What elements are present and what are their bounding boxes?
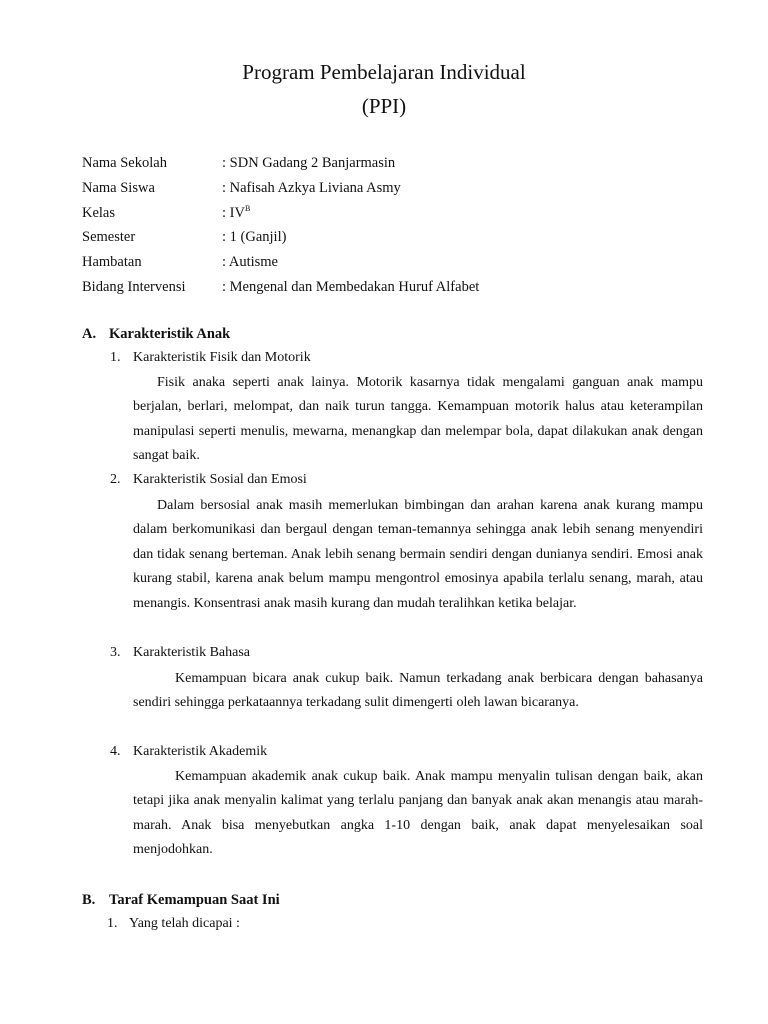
info-row-intervention: [82, 275, 682, 300]
info-value: : 1 (Ganjil): [222, 229, 287, 246]
info-label: Bidang Intervensi: [82, 278, 186, 295]
section-letter: B.: [82, 892, 96, 908]
item-number: 1.: [107, 916, 118, 931]
info-row-student: [82, 176, 682, 201]
item-number: 1.: [110, 350, 121, 365]
info-value: : Mengenal dan Membedakan Huruf Alfabet: [222, 278, 480, 295]
info-row-school: [82, 151, 682, 176]
info-row-semester: [82, 225, 682, 250]
item-title: Karakteristik Akademik: [133, 744, 268, 759]
info-value: : Nafisah Azkya Liviana Asmy: [222, 179, 401, 196]
item-heading-achieved: [107, 916, 240, 932]
info-value: : Autisme: [222, 254, 278, 271]
info-value: : IV: [222, 204, 245, 221]
info-label: Kelas: [82, 204, 116, 221]
info-label: Nama Siswa: [82, 179, 155, 196]
item-number: 3.: [110, 645, 121, 660]
item-heading-language: [110, 645, 250, 661]
paragraph-social: Dalam bersosial anak masih memerlukan bimbingan dan arahan karena anak kurang mampu dalam berkomunikasi dan bergaul dengan teman-temannya sehingga anak lebih senang menyendiri dan tidak senang berteman. Anak lebih senang bermain sendiri dengan dunianya sendiri. Emosi anak kurang stabil, karena anak belum mampu mengontrol emosinya apabila terlalu senang, marah, atau menangis. Konsentrasi anak masih kurang dan mudah teralihkan ketika belajar.: [133, 498, 703, 611]
info-row-class: [82, 201, 682, 226]
item-title: Karakteristik Sosial dan Emosi: [133, 472, 307, 487]
section-b-heading: [82, 892, 280, 909]
info-label: Nama Sekolah: [82, 155, 167, 171]
section-title: Karakteristik Anak: [109, 326, 231, 342]
item-number: 2.: [110, 472, 121, 487]
paragraph-academic: Kemampuan akademik anak cukup baik. Anak mampu menyalin tulisan dengan baik, akan tetapi jika anak menyalin kalimat yang terlalu panjang dan banyak anak akan menangis atau marah-marah. Anak bisa menyebutkan angka 1-10 dengan baik, anak dapat menyelesaikan soal menjodohkan.: [133, 769, 703, 858]
document-subtitle: (PPI): [361, 94, 407, 118]
student-info-table: [82, 151, 682, 300]
document-title: Program Pembelajaran Individual: [242, 60, 526, 84]
info-label: Hambatan: [82, 254, 142, 271]
class-superscript: B: [244, 203, 251, 213]
section-letter: A.: [82, 326, 97, 342]
item-heading-social: [110, 472, 307, 488]
item-heading-physical: [110, 350, 311, 366]
info-row-obstacle: [82, 250, 682, 275]
section-title: Taraf Kemampuan Saat Ini: [109, 892, 280, 908]
section-a-heading: [82, 326, 230, 343]
item-title: Yang telah dicapai :: [129, 916, 240, 931]
info-value: : SDN Gadang 2 Banjarmasin: [222, 155, 396, 171]
paragraph-physical: Fisik anaka seperti anak lainya. Motorik kasarnya tidak mengalami ganguan anak mampu berjalan, berlari, melompat, dan naik turun tangga. Kemampuan motorik halus atau keterampilan manipulasi seperti menulis, mewarna, menangkap dan melempar bola, dapat dilakukan anak dengan sangat baik.: [133, 375, 703, 464]
info-label: Semester: [82, 229, 136, 246]
item-number: 4.: [110, 744, 121, 759]
item-heading-academic: [110, 744, 267, 760]
paragraph-language: Kemampuan bicara anak cukup baik. Namun terkadang anak berbicara dengan bahasanya sendiri sehingga perkataannya terkadang sulit dimengerti oleh lawan bicaranya.: [133, 671, 703, 711]
item-title: Karakteristik Fisik dan Motorik: [133, 350, 311, 365]
item-title: Karakteristik Bahasa: [133, 645, 251, 660]
